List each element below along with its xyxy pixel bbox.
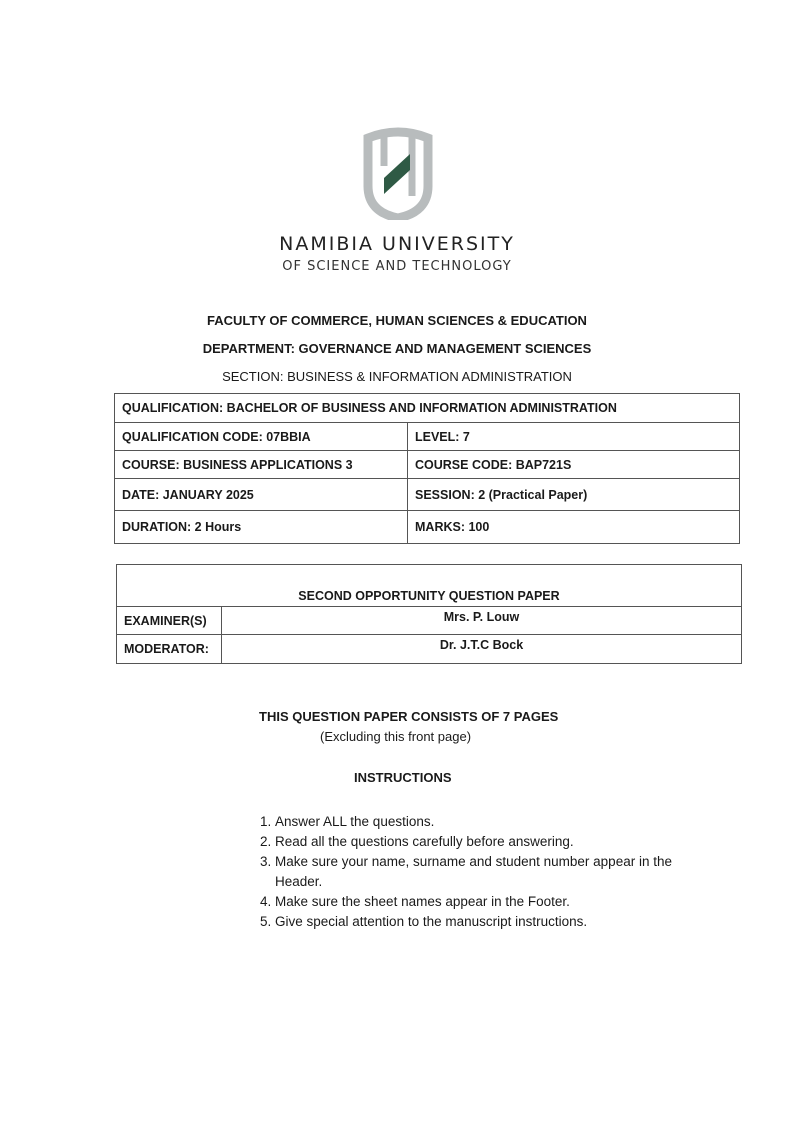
instructions-list xyxy=(238,812,695,932)
university-name: NAMIBIA UNIVERSITY xyxy=(279,233,515,255)
qualification: QUALIFICATION: BACHELOR OF BUSINESS AND INFORMATION ADMINISTRATION xyxy=(115,394,740,423)
pages-note: THIS QUESTION PAPER CONSISTS OF 7 PAGES xyxy=(259,709,559,724)
examiner-table xyxy=(116,564,742,664)
qualification-code: QUALIFICATION CODE: 07BBIA xyxy=(115,423,408,451)
instructions-title: INSTRUCTIONS xyxy=(354,770,452,785)
examiner-name: Mrs. P. Louw xyxy=(222,607,742,635)
session: SESSION: 2 (Practical Paper) xyxy=(408,479,740,511)
section: SECTION: BUSINESS & INFORMATION ADMINISTRATION xyxy=(222,369,572,384)
marks: MARKS: 100 xyxy=(408,511,740,544)
shield-logo-icon xyxy=(354,126,442,220)
duration: DURATION: 2 Hours xyxy=(115,511,408,544)
instruction-item: 1. Answer ALL the questions. xyxy=(275,812,695,832)
instruction-item: 4. Make sure the sheet names appear in the Footer. xyxy=(275,892,695,912)
faculty: FACULTY OF COMMERCE, HUMAN SCIENCES & EDUCATION xyxy=(207,313,587,328)
paper-title: SECOND OPPORTUNITY QUESTION PAPER xyxy=(117,565,742,607)
department: DEPARTMENT: GOVERNANCE AND MANAGEMENT SCIENCES xyxy=(202,341,592,356)
date: DATE: JANUARY 2025 xyxy=(115,479,408,511)
course: COURSE: BUSINESS APPLICATIONS 3 xyxy=(115,451,408,479)
pages-sub: (Excluding this front page) xyxy=(320,729,472,744)
moderator-name: Dr. J.T.C Bock xyxy=(222,635,742,664)
instruction-item: 2. Read all the questions carefully before answering. xyxy=(275,832,695,852)
level: LEVEL: 7 xyxy=(408,423,740,451)
instruction-item: 5. Give special attention to the manuscript instructions. xyxy=(275,912,695,932)
exam-details-table xyxy=(114,393,740,544)
examiner-label: EXAMINER(S) xyxy=(117,607,222,635)
moderator-label: MODERATOR: xyxy=(117,635,222,664)
instruction-item: 3. Make sure your name, surname and student number appear in the Header. xyxy=(275,852,695,892)
university-subtitle: OF SCIENCE AND TECHNOLOGY xyxy=(282,259,512,274)
course-code: COURSE CODE: BAP721S xyxy=(408,451,740,479)
